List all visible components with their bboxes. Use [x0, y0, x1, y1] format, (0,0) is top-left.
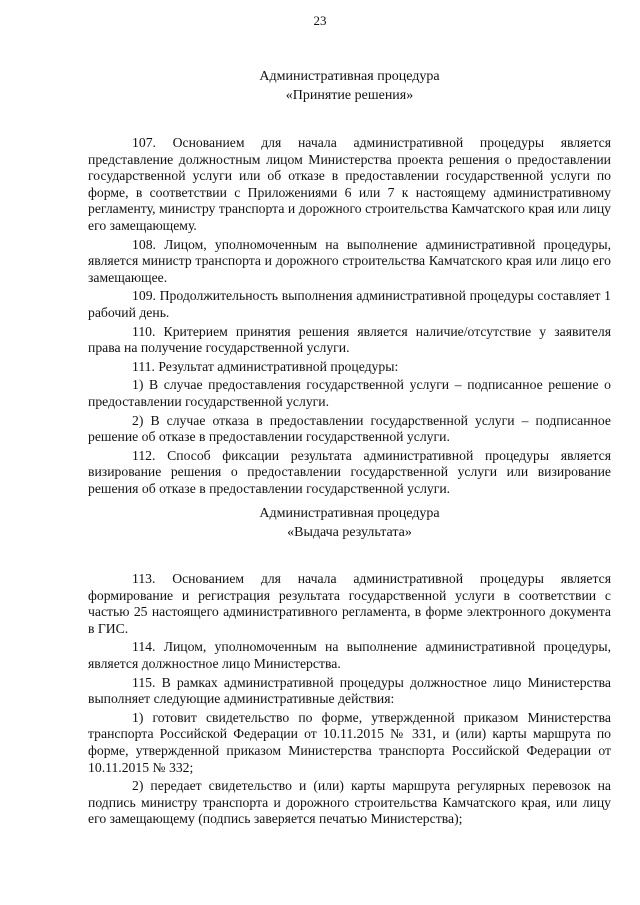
paragraph-108: 108. Лицом, уполномоченным на выполнение административной процедуры, является министр транспорта и дорожного строительства Камчатского края или лицо его замещающее.: [88, 236, 611, 285]
section-decision: [88, 67, 611, 499]
paragraph-111-item-2: 2) В случае отказа в предоставлении государственной услуги – подписанное решение об отказе в предоставлении государственной услуги.: [88, 412, 611, 445]
paragraph-115-item-2: 2) передает свидетельство и (или) карты маршрута регулярных перевозок на подпись министру транспорта и дорожного строительства Камчатского края, или лицу его замещающему (подпись заверяется печатью Министерства);: [88, 778, 611, 827]
paragraph-109: 109. Продолжительность выполнения административной процедуры составляет 1 рабочий день.: [88, 288, 611, 320]
paragraph-111-item-1: 1) В случае предоставления государственной услуги – подписанное решение о предоставлении государственной услуги.: [88, 377, 611, 409]
paragraph-113: 113. Основанием для начала административной процедуры является формирование и регистрация результата государственной услуги в соответствии с частью 25 настоящего административного регламента, в форме электронного документа в ГИС.: [88, 571, 611, 636]
paragraph-112: 112. Способ фиксации результата административной процедуры является визирование решения о предоставлении государственной услуги или визирование решения об отказе в предоставлении государственной услуги.: [88, 447, 611, 496]
heading-line-1: Административная процедура: [259, 506, 440, 521]
page-number: 23: [313, 13, 327, 28]
section-heading: [88, 504, 611, 542]
paragraph-107: 107. Основанием для начала административной процедуры является представление должностным лицом Министерства проекта решения о предоставлении государственной услуги или об отказе в предоставлении государственной услуги по форме, в соответствии с Приложениями 6 или 7 к настоящему административному регламенту, министру транспорта и дорожного строительства Камчатского края или лицу его замещающему.: [88, 135, 611, 233]
heading-line-2: «Принятие решения»: [285, 88, 414, 103]
paragraph-114: 114. Лицом, уполномоченным на выполнение административной процедуры, является должностное лицо Министерства.: [88, 639, 611, 671]
heading-line-1: Административная процедура: [259, 69, 440, 84]
section-heading: [88, 67, 611, 105]
paragraph-110: 110. Критерием принятия решения является наличие/отсутствие у заявителя права на получение государственной услуги.: [88, 323, 611, 356]
section-result-issuance: [88, 504, 611, 830]
paragraph-115-item-1: 1) готовит свидетельство по форме, утвержденной приказом Министерства транспорта Российской Федерации от 10.11.2015 № 331, и (или) карты маршрута по форме, утвержденной приказом Министерства транспорта Российской Федерации от 10.11.2015 № 332;: [88, 709, 611, 775]
heading-line-2: «Выдача результата»: [287, 525, 412, 540]
paragraph-115: 115. В рамках административной процедуры должностное лицо Министерства выполняет следующие административные действия:: [88, 674, 611, 707]
paragraph-111: 111. Результат административной процедуры:: [132, 358, 399, 374]
